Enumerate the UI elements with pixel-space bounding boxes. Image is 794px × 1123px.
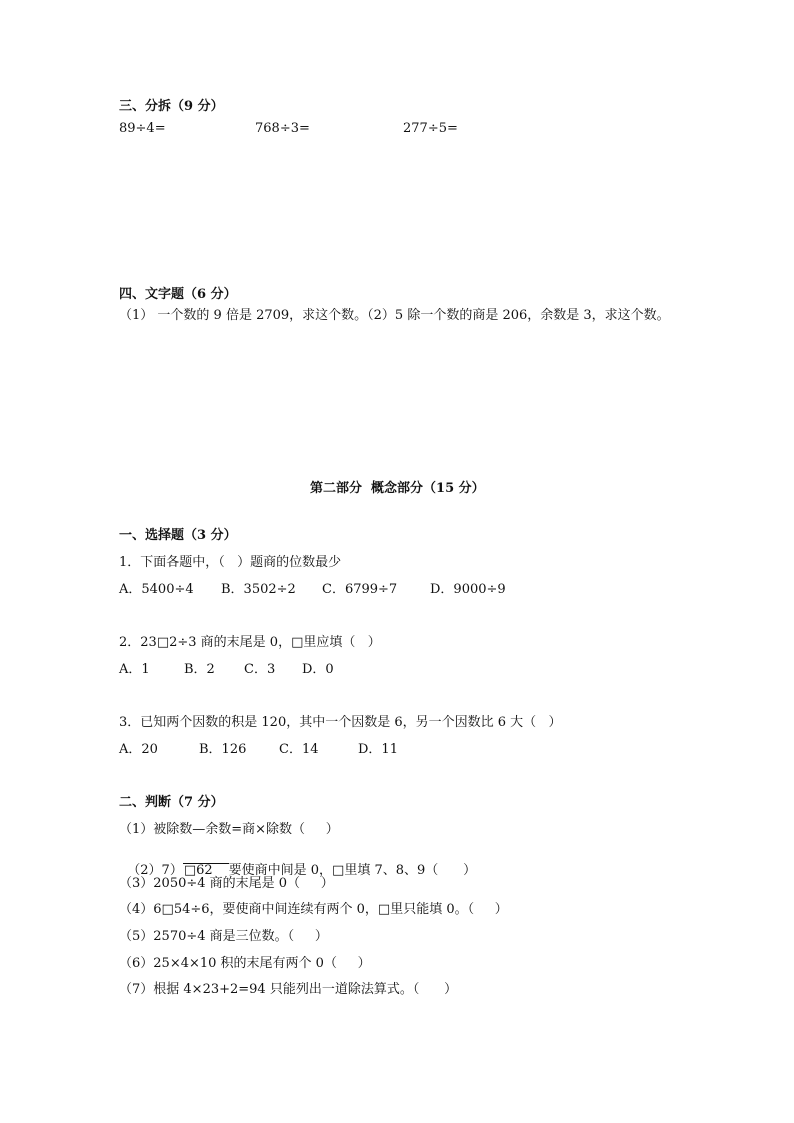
judge-item-2 bbox=[119, 850, 476, 878]
q3-option-a: A．20 bbox=[119, 742, 158, 757]
judge-item-5: （5）2570÷4 商是三位数。（ ） bbox=[119, 929, 328, 944]
q2-option-a: A．1 bbox=[119, 662, 150, 677]
q1-option-d: D．9000÷9 bbox=[430, 582, 506, 597]
q3-option-d: D．11 bbox=[358, 742, 398, 757]
division-problem-2: 768÷3= bbox=[255, 121, 310, 136]
choice-heading: 一、选择题（3 分） bbox=[119, 528, 237, 543]
judge-heading: 二、判断（7 分） bbox=[119, 795, 224, 810]
word-problems: （1） 一个数的 9 倍是 2709，求这个数。（2）5 除一个数的商是 206，余数是 3，求这个数。 bbox=[119, 308, 670, 323]
q2-option-c: C．3 bbox=[244, 662, 276, 677]
judge-item-2-label: （2）7 bbox=[127, 863, 170, 878]
judge-item-4: （4）6□54÷6，要使商中间连续有两个 0，□里只能填 0。（ ） bbox=[119, 902, 508, 917]
q1-option-c: C．6799÷7 bbox=[322, 582, 398, 597]
judge-item-6: （6）25×4×10 积的末尾有两个 0（ ） bbox=[119, 956, 371, 971]
judge-item-7: （7）根据 4×23+2=94 只能列出一道除法算式。（ ） bbox=[119, 982, 458, 997]
section3-heading: 三、分拆（9 分） bbox=[119, 99, 224, 114]
q2-option-d: D．0 bbox=[302, 662, 334, 677]
division-problem-1: 89÷4= bbox=[119, 121, 166, 136]
long-division-bracket: ） bbox=[169, 863, 183, 878]
judge-item-1: （1）被除数—余数=商×除数（ ） bbox=[119, 822, 339, 837]
judge-item-3: （3）2050÷4 商的末尾是 0（ ） bbox=[119, 876, 334, 891]
section4-heading: 四、文字题（6 分） bbox=[119, 287, 237, 302]
q3-option-b: B．126 bbox=[199, 742, 247, 757]
division-problem-3: 277÷5= bbox=[403, 121, 458, 136]
choice-question-2: 2．23□2÷3 商的末尾是 0，□里应填（ ） bbox=[119, 635, 381, 650]
part2-title: 第二部分 概念部分（15 分） bbox=[310, 481, 485, 496]
choice-question-1: 1．下面各题中，（ ）题商的位数最少 bbox=[119, 555, 342, 570]
q2-option-b: B．2 bbox=[184, 662, 215, 677]
q1-option-a: A．5400÷4 bbox=[119, 582, 194, 597]
q1-option-b: B．3502÷2 bbox=[221, 582, 296, 597]
choice-question-3: 3．已知两个因数的积是 120，其中一个因数是 6，另一个因数比 6 大（ ） bbox=[119, 715, 562, 730]
judge-item-2-tail: 要使商中间是 0，□里填 7、8、9（ ） bbox=[228, 863, 477, 878]
long-division-dividend: □62 bbox=[183, 863, 229, 878]
q3-option-c: C．14 bbox=[279, 742, 319, 757]
